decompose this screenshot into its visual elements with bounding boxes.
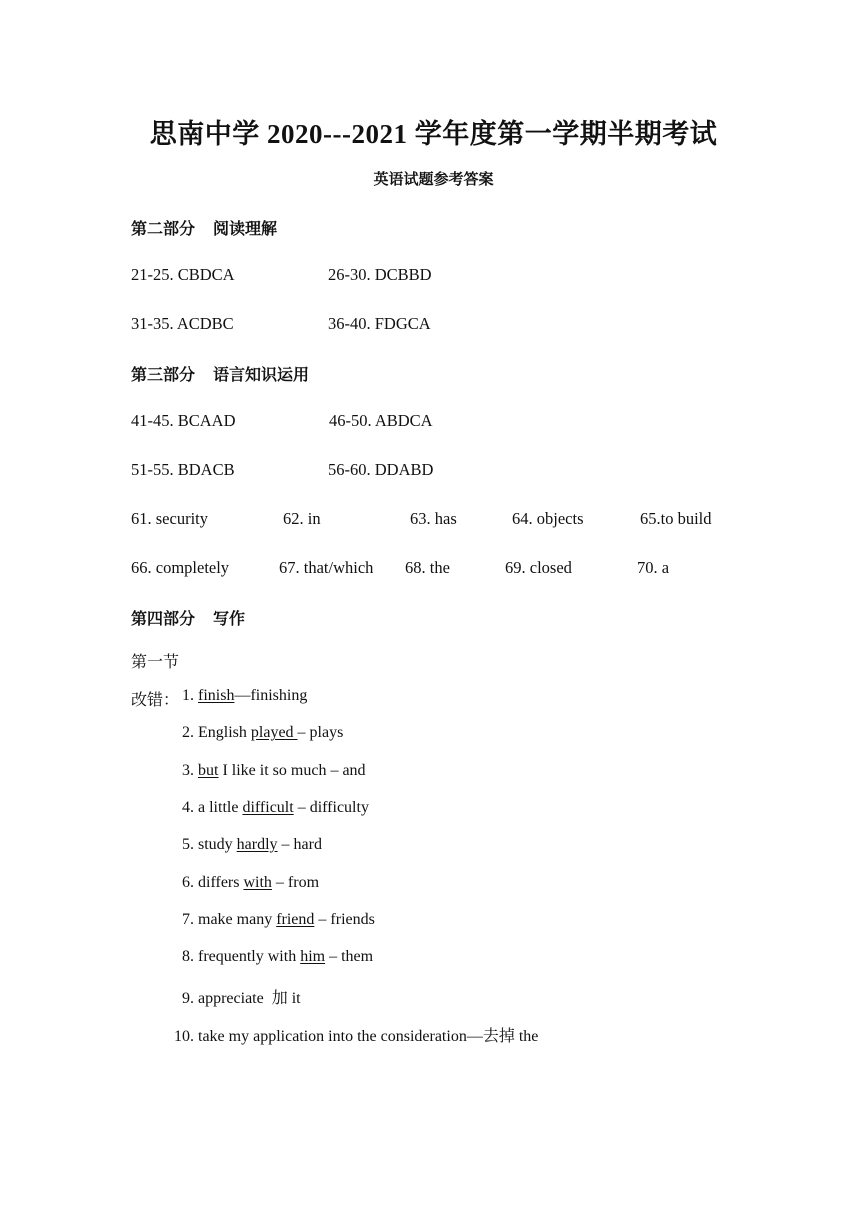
correction-item: [166, 687, 307, 705]
correction-number: 2.: [182, 724, 194, 742]
correction-context: make many: [198, 910, 277, 928]
correction-item: [166, 799, 369, 817]
correction-fix: – hard: [277, 836, 322, 854]
section-name: 阅读理解: [213, 221, 278, 238]
correction-item: [166, 874, 319, 892]
correction-number: 1.: [182, 687, 194, 704]
correction-number: 5.: [182, 836, 194, 854]
section-name: 写作: [213, 611, 246, 628]
correction-error-word: with: [243, 873, 272, 891]
correction-error-word: played: [250, 724, 298, 742]
correction-item: [166, 985, 301, 1008]
correction-error-word: but: [198, 761, 219, 779]
section-part-label: 第三部分: [131, 367, 196, 384]
answer-group: 36-40. FDGCA: [328, 314, 431, 333]
answer-item: 64. objects: [512, 509, 584, 528]
page-title: 思南中学 2020---2021 学年度第一学期半期考试: [149, 119, 718, 149]
correction-error-word: difficult: [242, 798, 294, 816]
correction-item: [166, 724, 343, 742]
answer-item: 63. has: [410, 509, 457, 528]
answer-group: 46-50. ABDCA: [329, 411, 433, 430]
answer-item: 68. the: [405, 558, 450, 577]
correction-number: 10.: [174, 1027, 194, 1045]
section-heading-reading: [131, 216, 277, 239]
correction-item: [166, 911, 375, 929]
correction-context: a little: [198, 798, 243, 816]
answer-item: 62. in: [283, 509, 321, 528]
answer-item: 66. completely: [131, 558, 230, 577]
answer-group: 41-45. BCAAD: [131, 411, 236, 430]
subsection-label: 第一节: [131, 654, 180, 671]
correction-context: appreciate 加 it: [198, 990, 301, 1008]
correction-fix: – plays: [297, 724, 344, 742]
correction-context: frequently with: [198, 948, 301, 966]
correction-item: [166, 1023, 538, 1046]
answer-item: 67. that/which: [279, 558, 374, 577]
correction-fix: – difficulty: [293, 798, 369, 816]
correction-number: 8.: [182, 948, 194, 966]
correction-context: take my application into the consideration—去掉 the: [198, 1027, 539, 1045]
answer-item: 61. security: [131, 509, 208, 528]
section-part-label: 第二部分: [131, 221, 196, 238]
page-subtitle: 英语试题参考答案: [373, 172, 494, 188]
correction-number: 6.: [182, 873, 194, 891]
correction-context: study: [198, 836, 237, 854]
correction-number: 4.: [182, 798, 194, 816]
answer-group: 21-25. CBDCA: [131, 265, 235, 284]
correction-fix: – friends: [314, 910, 375, 928]
correction-error-word: him: [300, 948, 326, 966]
correction-fix: —finishing: [234, 687, 308, 704]
correction-error-word: friend: [276, 910, 315, 928]
answer-item: 69. closed: [505, 558, 572, 577]
answer-group: 31-35. ACDBC: [131, 314, 234, 333]
correction-item: [166, 948, 373, 966]
section-heading-language: [131, 362, 309, 385]
correction-error-word: hardly: [236, 836, 278, 854]
correction-item: [166, 836, 322, 854]
answer-group: 56-60. DDABD: [328, 460, 434, 479]
correction-number: 3.: [182, 761, 194, 779]
correction-context: English: [198, 724, 251, 742]
answer-group: 51-55. BDACB: [131, 460, 235, 479]
correction-label: 改错：: [131, 692, 180, 709]
answer-item: 70. a: [637, 558, 670, 577]
correction-fix: – them: [325, 948, 374, 966]
answer-group: 26-30. DCBBD: [328, 265, 432, 284]
section-name: 语言知识运用: [213, 367, 310, 384]
answer-item: 65.to build: [640, 509, 712, 528]
section-part-label: 第四部分: [131, 611, 196, 628]
section-heading-writing: [131, 606, 245, 629]
correction-item: [166, 762, 366, 780]
correction-error-word: finish: [198, 687, 235, 704]
correction-fix: – from: [271, 873, 320, 891]
correction-context: differs: [198, 873, 244, 891]
correction-number: 9.: [182, 990, 194, 1008]
correction-number: 7.: [182, 910, 194, 928]
correction-fix: I like it so much – and: [218, 761, 366, 779]
